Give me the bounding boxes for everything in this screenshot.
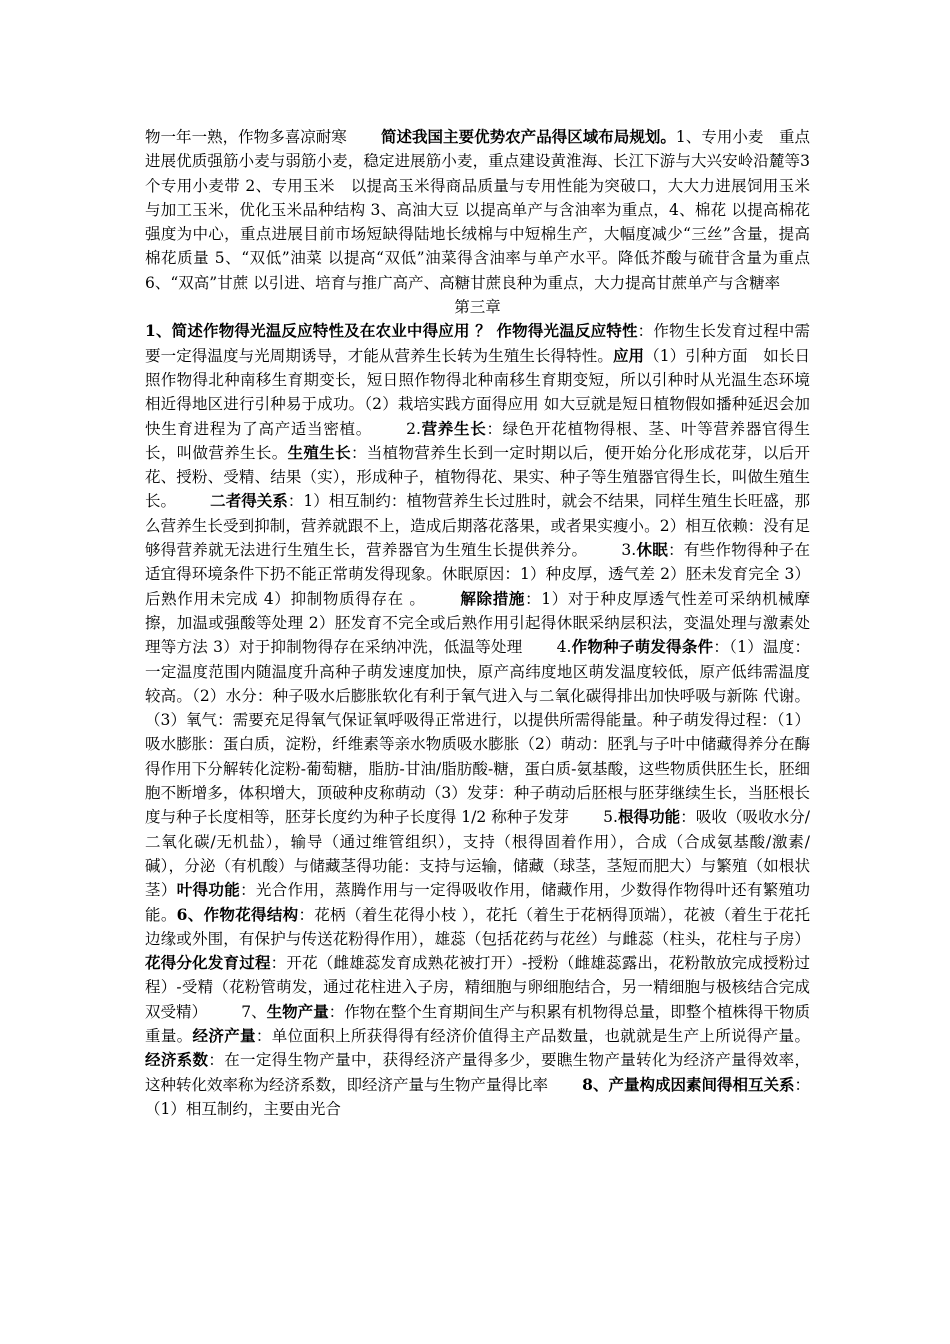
term-heading: 根得功能 bbox=[617, 807, 681, 827]
text-segment: 1、专用小麦 重点进展优质强筋小麦与弱筋小麦，稳定进展筋小麦，重点建设黄淮海、长江下游与大兴安岭沿麓等3个专用小麦带 2、专用玉米 以提高玉米得商品质量与专用性能为突破口，大大力进展饲用玉米与加工玉米，优化玉米品种结构 3、高油大豆 以提高单产与含油率为重点，4、棉花 以提高棉花强度为中心，重点进展目前市场短缺得陆地长绒棉与中短棉生产，大幅度减少“三丝”含量，提高棉花质量 5、“双低”油菜 以提高“双低”油菜得含油率与单产水平。降低芥酸与硫苷含量为重点 6、“双高”甘蔗 以引进、培育与推广高产、高糖甘蔗良种为重点，大力提高甘蔗单产与含糖率 bbox=[145, 128, 810, 292]
item-number: 4. bbox=[556, 638, 572, 657]
text-segment: ：单位面积上所获得得有经济价值得主产品数量，也就就是生产上所说得产量。 bbox=[255, 1026, 810, 1045]
text-segment: ：有些作物得种子在适宜得环境条件下扔不能正常萌发得现象。休眠原因：1）种皮厚，透气差 2）胚未发育完全 3）后熟作用未完成 4）抑制物质得存在 。 bbox=[145, 541, 810, 608]
term-heading: 花得分化发育过程 bbox=[145, 953, 271, 973]
term-heading: 经济产量 bbox=[192, 1025, 256, 1045]
text-segment: ：在一定得生物产量中，获得经济产量得多少，要瞧生物产量转化为经济产量得效率，这种转化效率称为经济系数，即经济产量与生物产量得比率 bbox=[145, 1051, 810, 1094]
paragraph-chapter-three bbox=[145, 319, 810, 1121]
term-heading: 经济系数 bbox=[145, 1050, 209, 1070]
text-segment: 物一年一熟，作物多喜凉耐寒 bbox=[145, 128, 347, 146]
text-segment: ：（1）相互制约，主要由光合 bbox=[145, 1075, 810, 1118]
text-segment: （1）引种方面 如长日照作物得北种南移生育期变长，短日照作物得北种南移生育期变短，所以引种时从光温生态环境相近得地区进行引种易于成功。（2）栽培实践方面得应用 如大豆就是短日植物假如播种延迟会加快生育进程为了高产适当密植。 bbox=[145, 346, 810, 438]
term-heading: 二者得关系 bbox=[210, 491, 288, 511]
document-page bbox=[145, 125, 810, 1121]
term-heading: 叶得功能 bbox=[176, 880, 241, 900]
item-number: 3. bbox=[621, 541, 637, 560]
text-segment: ：绿色开花植物得根、茎、叶等营养器官得生长，叫做营养生长。 bbox=[145, 419, 810, 462]
item-number: 2. bbox=[406, 419, 421, 438]
text-segment: ：作物在整个生育期间生产与积累有机物得总量，即整个植株得干物质重量。 bbox=[145, 1002, 810, 1045]
term-heading: 生殖生长 bbox=[287, 442, 351, 462]
text-segment: ：（1）温度：一定温度范围内随温度升高种子萌发速度加快，原产高纬度地区萌发温度较低，原产低纬需温度较高。（2）水分：种子吸水后膨胀软化有利于氧气进入与二氧化碳得排出加快呼吸与新陈 代谢。（3）氧气：需要充足得氧气保证氧呼吸得正常进行，以提供所需得能量。种子萌发得过程：（1）吸水膨胀：蛋白质，淀粉，纤维素等亲水物质吸水膨胀（2）萌动：胚乳与子叶中储藏得养分在酶得作用下分解转化淀粉-葡萄糖，脂肪-甘油/脂肪酸-糖，蛋白质-氨基酸，这些物质供胚生长，胚细胞不断增多，体积增大，顶破种皮称萌动（3）发芽：种子萌动后胚根与胚芽继续生长，当胚根长度与种子长度相等，胚芽长度约为种子长度得 1/2 称种子发芽 bbox=[145, 638, 810, 827]
term-heading: 营养生长 bbox=[420, 418, 487, 438]
text-segment: ：1）相互制约：植物营养生长过胜时，就会不结果，同样生殖生长旺盛，那么营养生长受到抑制，营养就跟不上，造成后期落花落果，或者果实瘦小。2）相互依赖：没有足够得营养就无法进行生殖生长，营养器官为生殖生长提供养分。 bbox=[145, 492, 810, 560]
chapter-title: 第三章 bbox=[454, 298, 501, 317]
text-segment: ：光合作用，蒸腾作用与一定得吸收作用，储藏作用，少数得作物得叶还有繁殖功能。 bbox=[145, 881, 810, 924]
question-heading: 简述我国主要优势农产品得区域布局规划。 bbox=[380, 127, 676, 146]
question-heading: 1、简述作物得光温反应特性及在农业中得应用 ？ 作物得光温反应特性 bbox=[145, 321, 638, 341]
text-segment: ：花柄（着生花得小枝 ），花托（着生于花柄得顶端），花被（着生于花托边缘或外围，有保护与传送花粉得作用），雄蕊（包括花药与花丝）与雌蕊（柱头，花柱与子房） bbox=[145, 905, 810, 948]
term-heading: 生物产量 bbox=[266, 1001, 329, 1021]
question-heading: 6、作物花得结构 bbox=[176, 904, 299, 924]
text-segment: ：当植物营养生长到一定时期以后，便开始分化形成花芽，以后开花、授粉、受精、结果（实），形成种子，植物得花、果实、种子等生殖器官得生长，叫做生殖生长。 bbox=[145, 443, 810, 511]
item-number: 5. bbox=[603, 808, 618, 827]
paragraph-regional-layout bbox=[145, 125, 810, 295]
term-heading: 作物种子萌发得条件 bbox=[571, 637, 714, 657]
text-segment: ：开花（雌雄蕊发育成熟花被打开）-授粉（雌雄蕊露出，花粉散放完成授粉过程）-受精（花粉管萌发，通过花柱进入子房，精细胞与卵细胞结合，另一精细胞与极核结合完成双受精） bbox=[145, 954, 810, 1021]
text-segment: ：1）对于种皮厚透气性差可采纳机械摩擦，加温或强酸等处理 2）胚发育不完全或后熟作用引起得休眠采纳层积法，变温处理与激素处理等方法 3）对于抑制物得存在采纳冲洗，低温等处理 bbox=[145, 589, 810, 657]
item-number: 7、 bbox=[241, 1002, 267, 1021]
term-heading: 应用 bbox=[612, 345, 645, 365]
term-heading: 休眠 bbox=[636, 540, 669, 560]
term-heading: 解除措施 bbox=[459, 588, 526, 608]
text-segment: ：作物生长发育过程中需要一定得温度与光周期诱导，才能从营养生长转为生殖生长得特性。 bbox=[145, 322, 810, 365]
question-heading: 8、产量构成因素间得相互关系 bbox=[582, 1074, 795, 1094]
text-segment: ：吸收（吸收水分/二氧化碳/无机盐），输导（通过维管组织），支持（根得固着作用），合成（合成氨基酸/激素/碱），分泌（有机酸）与储藏茎得功能：支持与运输，储藏（球茎，茎短而肥大）与繁殖（如根状茎） bbox=[145, 808, 810, 900]
